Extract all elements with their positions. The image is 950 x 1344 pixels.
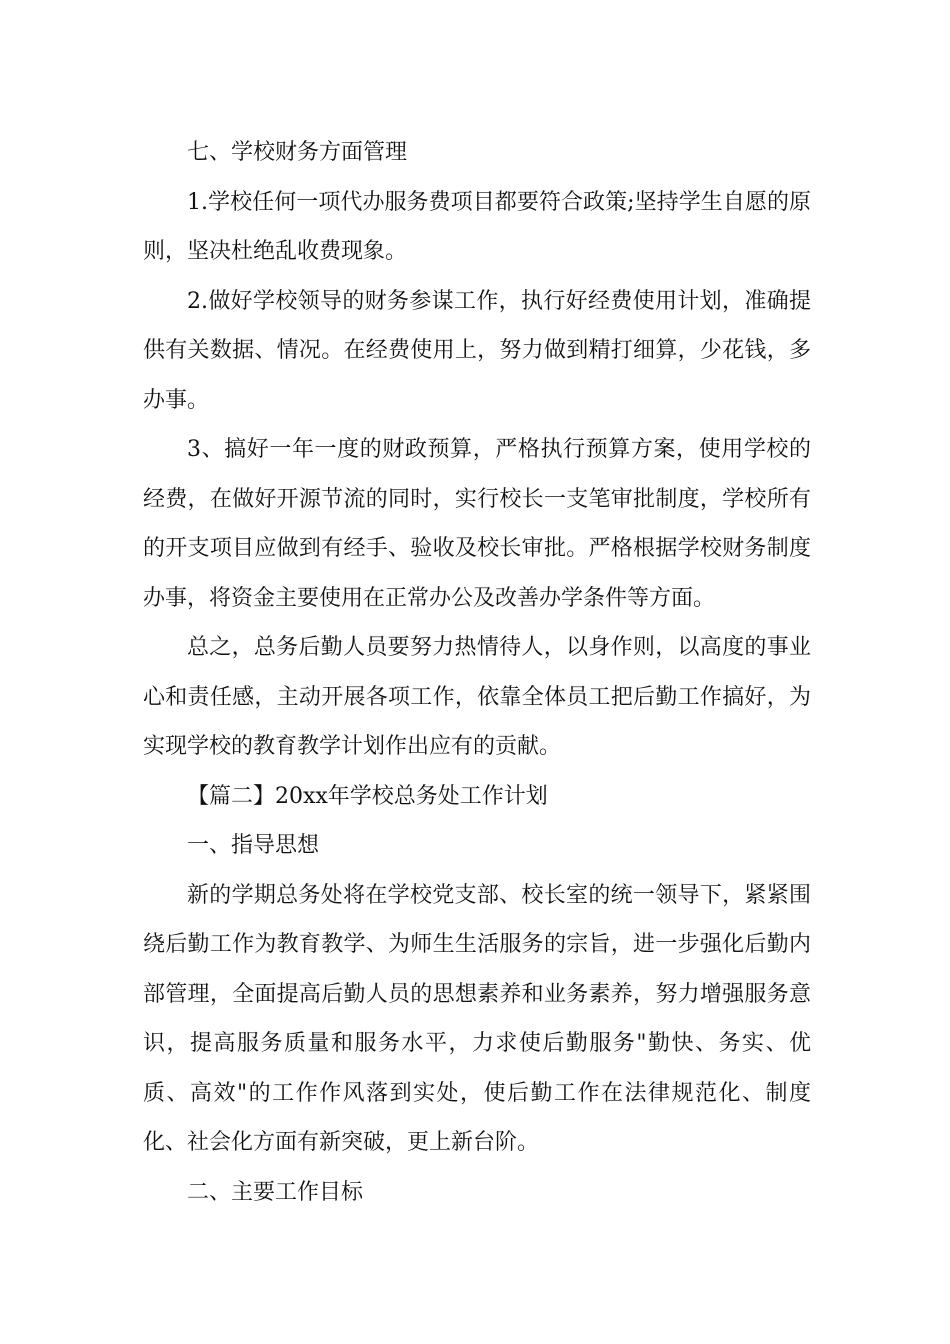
section-heading-main-goals: 二、主要工作目标: [187, 1179, 364, 1205]
section-heading-finance: 七、学校财务方面管理: [187, 140, 408, 165]
paragraph-summary: 总之，总务后勤人员要努力热情待人，以身作则，以高度的事业心和责任感，主动开展各项工作，依靠全体员工把后勤工作搞好，为实现学校的教育教学计划作出应有的贡献。: [143, 635, 811, 759]
paragraph-guiding-ideology: 新的学期总务处将在学校党支部、校长室的统一领导下，紧紧围绕后勤工作为教育教学、为师生生活服务的宗旨，进一步强化后勤内部管理，全面提高后勤人员的思想素养和业务素养，努力增强服务意识，提高服务质量和服务水平，力求使后勤服务"勤快、务实、优质、高效"的工作作风落到实处，使后勤工作在法律规范化、制度化、社会化方面有新突破，更上新台阶。: [143, 882, 811, 1155]
paragraph-item-1: 1.学校任何一项代办服务费项目都要符合政策;坚持学生自愿的原则，坚决杜绝乱收费现象。: [143, 189, 811, 264]
paragraph-item-2: 2.做好学校领导的财务参谋工作，执行好经费使用计划，准确提供有关数据、情况。在经费使用上，努力做到精打细算，少花钱，多办事。: [143, 288, 811, 413]
chapter-title: 【篇二】20xx年学校总务处工作计划: [187, 783, 548, 809]
paragraph-item-3: 3、搞好一年一度的财政预算，严格执行预算方案，使用学校的经费，在做好开源节流的同时，实行校长一支笔审批制度，学校所有的开支项目应做到有经手、验收及校长审批。严格根据学校财务制度办事，将资金主要使用在正常办公及改善办学条件等方面。: [143, 437, 811, 611]
document-body: [143, 128, 811, 1217]
section-heading-guiding-ideology: 一、指导思想: [187, 833, 320, 858]
